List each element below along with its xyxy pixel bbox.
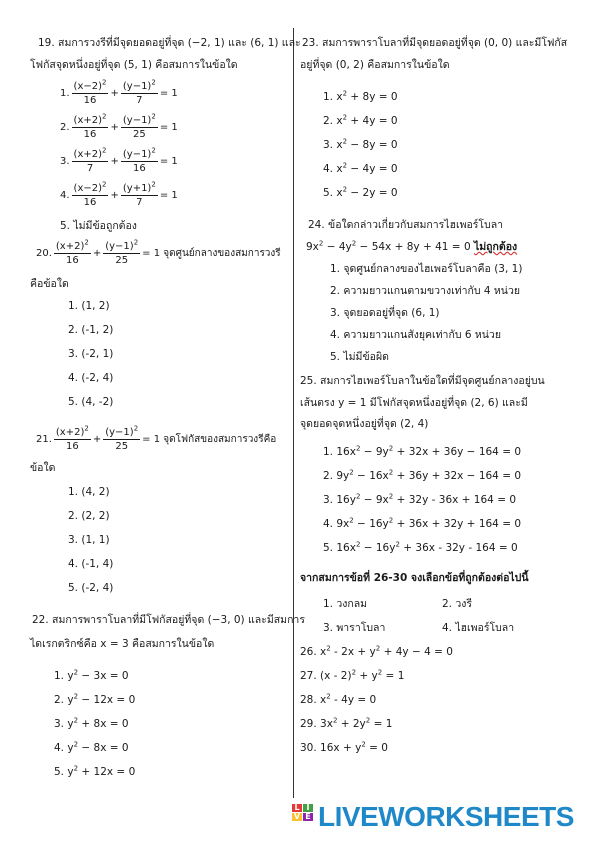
q22-option-3[interactable]: 3. $y^2 + 8x = 0$ — [54, 716, 129, 730]
q25-option-1[interactable]: 1. $16x^2 - 9y^2 + 32x + 36y - 164 = 0$ — [323, 444, 522, 458]
q25-option-2[interactable]: 2. $9y^2 - 16x^2 + 36y + 32x - 164 = 0$ — [323, 468, 522, 482]
q21-option-1[interactable]: 1. (4, 2) — [68, 486, 110, 498]
choice-parabola: 3. พาราโบลา — [323, 622, 386, 634]
choice-ellipse: 2. วงรี — [442, 598, 473, 610]
q23-header: 23. สมการพาราโบลาที่มีจุดยอดอยู่ที่จุด (0, 0) และมีโฟกัส — [302, 37, 568, 49]
q19-option-3[interactable]: 3. $(x+2)^2$ 7 + $\frac{(y-1)^2}{16}$ = 1 — [60, 146, 178, 174]
liveworksheets-logo — [292, 800, 574, 834]
q19-option-2[interactable]: 2. $(x+2)^2$ 16 + $\frac{(y-1)^2}{25}$ = 1 — [60, 112, 178, 140]
choice-circle: 1. วงกลม — [323, 598, 368, 610]
q20-option-1[interactable]: 1. (1, 2) — [68, 300, 110, 312]
q19-option-4[interactable]: 4. $(x-2)^2$ 16 + $\frac{(y+1)^2}{7}$ = 1 — [60, 180, 178, 208]
q30-equation[interactable]: 30. $16x + y^2 = 0$ — [300, 740, 388, 754]
q19-option-5[interactable]: 5. ไม่มีข้อถูกต้อง — [60, 220, 137, 232]
logo-mark-icon: L I V E — [292, 804, 314, 830]
q22-option-4[interactable]: 4. $y^2 - 8x = 0$ — [54, 740, 129, 754]
q20-header-line2: คือข้อใด — [30, 278, 69, 290]
q24-header: 24. ข้อใดกล่าวเกี่ยวกับสมการไฮเพอร์โบลา — [308, 219, 504, 231]
q25-option-4[interactable]: 4. $9x^2 - 16y^2 + 36x + 32y + 164 = 0$ — [323, 516, 522, 530]
q19-header-line2: โฟกัสจุดหนึ่งอยู่ที่จุด (5, 1) คือสมการในข้อใด — [30, 59, 238, 71]
q20-option-2[interactable]: 2. (-1, 2) — [68, 324, 114, 336]
q22-option-5[interactable]: 5. $y^2 + 12x = 0$ — [54, 764, 136, 778]
q19-option-1[interactable]: 1. $(x-2)^2$ 16 + $\frac{(y-1)^2}{7}$ = 1 — [60, 78, 178, 106]
q25-option-5[interactable]: 5. $16x^2 - 16y^2 + 36x - 32y - 164 = 0$ — [323, 540, 518, 554]
q25-option-3[interactable]: 3. $16y^2 - 9x^2 + 32y - 36x + 164 = 0$ — [323, 492, 517, 506]
q22-header: 22. สมการพาราโบลาที่มีโฟกัสอยู่ที่จุด (−3, 0) และมีสมการ — [32, 614, 305, 626]
q20-option-5[interactable]: 5. (4, -2) — [68, 396, 114, 408]
q24-equation: $9x^2 - 4y^2 - 54x + 8y + 41 = 0$ ไม่ถูกต้อง — [306, 239, 518, 253]
q22-header-line2: ไดเรกตริกซ์คือ x = 3 คือสมการในข้อใด — [30, 638, 215, 650]
logo-text: LIVEWORKSHEETS — [318, 801, 574, 832]
q23-option-2[interactable]: 2. $x^2 + 4y = 0$ — [323, 113, 398, 127]
q19-header: 19. สมการวงรีที่มีจุดยอดอยู่ที่จุด (−2, 1) และ (6, 1) และ — [38, 37, 301, 49]
q24-not-correct: ไม่ถูกต้อง — [473, 241, 518, 253]
q28-equation[interactable]: 28. $x^2 - 4y = 0$ — [300, 692, 377, 706]
q21-option-4[interactable]: 4. (-1, 4) — [68, 558, 114, 570]
q25-header-line2: เส้นตรง y = 1 มีโฟกัสจุดหนึ่งอยู่ที่จุด (2, 6) และมี — [300, 397, 528, 409]
q25-header: 25. สมการไฮเพอร์โบลาในข้อใดที่มีจุดศูนย์กลางอยู่บน — [300, 375, 545, 387]
q20-option-4[interactable]: 4. (-2, 4) — [68, 372, 114, 384]
q22-option-1[interactable]: 1. $y^2 - 3x = 0$ — [54, 668, 129, 682]
q26-equation[interactable]: 26. $x^2 - 2x + y^2 + 4y - 4 = 0$ — [300, 644, 453, 658]
q20-option-3[interactable]: 3. (-2, 1) — [68, 348, 114, 360]
q24-option-3[interactable]: 3. จุดยอดอยู่ที่จุด (6, 1) — [330, 307, 440, 319]
q22-option-2[interactable]: 2. $y^2 - 12x = 0$ — [54, 692, 136, 706]
section-title: จากสมการข้อที่ 26-30 จงเลือกข้อที่ถูกต้องต่อไปนี้ — [300, 572, 529, 584]
q21-header-line2: ข้อใด — [30, 462, 56, 474]
q23-option-5[interactable]: 5. $x^2 - 2y = 0$ — [323, 185, 398, 199]
q24-option-4[interactable]: 4. ความยาวแกนสังยุคเท่ากับ 6 หน่วย — [330, 329, 501, 341]
q24-option-2[interactable]: 2. ความยาวแกนตามขวางเท่ากับ 4 หน่วย — [330, 285, 521, 297]
q21-option-5[interactable]: 5. (-2, 4) — [68, 582, 114, 594]
q27-equation[interactable]: 27. $(x - 2)^2 + y^2 = 1$ — [300, 668, 405, 682]
q23-option-3[interactable]: 3. $x^2 - 8y = 0$ — [323, 137, 398, 151]
q21-option-3[interactable]: 3. (1, 1) — [68, 534, 110, 546]
q23-option-4[interactable]: 4. $x^2 - 4y = 0$ — [323, 161, 398, 175]
q24-option-5[interactable]: 5. ไม่มีข้อผิด — [330, 351, 389, 363]
choice-hyperbola: 4. ไฮเพอร์โบลา — [442, 622, 515, 634]
q29-equation[interactable]: 29. $3x^2 + 2y^2 = 1$ — [300, 716, 393, 730]
q25-header-line3: จุดยอดจุดหนึ่งอยู่ที่จุด (2, 4) — [300, 418, 429, 430]
q23-header-line2: อยู่ที่จุด (0, 2) คือสมการในข้อใด — [300, 59, 450, 71]
q20-header: 20. $(x+2)^2$ 16 + $\frac{(y-1)^2}{25}$ = 1 จุดศูนย์กลางของสมการวงรี — [36, 238, 281, 266]
q21-option-2[interactable]: 2. (2, 2) — [68, 510, 110, 522]
q24-option-1[interactable]: 1. จุดศูนย์กลางของไฮเพอร์โบลาคือ (3, 1) — [330, 263, 523, 275]
column-divider — [293, 28, 294, 798]
q21-header: 21. $(x+2)^2$ 16 + $\frac{(y-1)^2}{25}$ = 1 จุดโฟกัสของสมการวงรีคือ — [36, 424, 277, 452]
q23-option-1[interactable]: 1. $x^2 + 8y = 0$ — [323, 89, 398, 103]
